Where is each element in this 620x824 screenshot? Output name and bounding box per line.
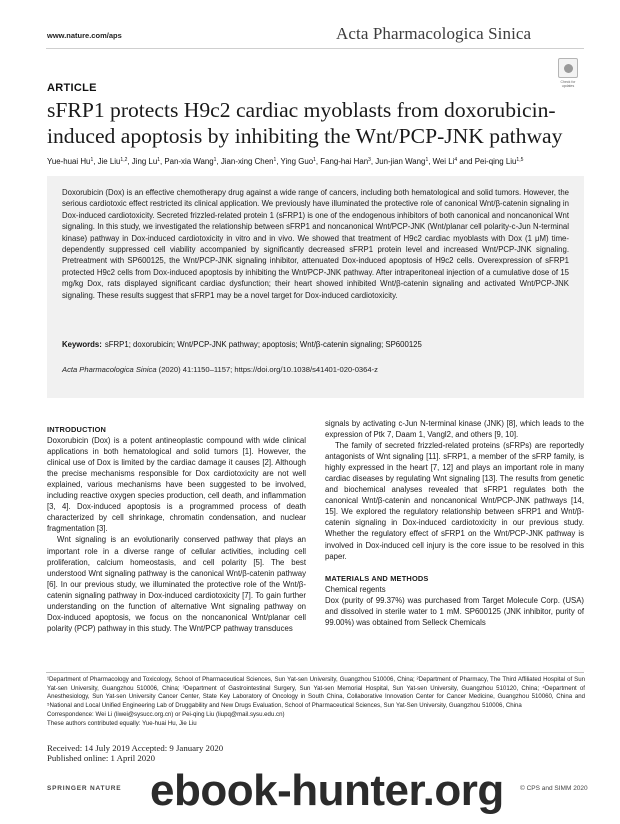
keywords [62,339,569,350]
author-name: Pei-qing Liu [474,157,517,166]
check-for-updates-badge[interactable] [555,58,581,90]
section-heading-introduction: INTRODUCTION [47,425,107,434]
affiliations-text: ¹Department of Pharmacology and Toxicology, School of Pharmaceutical Sciences, Sun Yat-sen University, Guangzhou 510006, China; ²Department of Pharmacy, The Third Affiliated Hospital of Sun Yat-sen University, Guangzhou 510006, China; ³Department of Gastrointestinal Surgery, Sun Yat-sen Memorial Hospital, Sun Yat-sen University, Guangzhou 510120, China; ⁴Department of Anesthesiology, Sun Yat-sen University Cancer Center, State Key Laboratory of Oncology in South China, Collaborative Innovation Center for Cancer Medicine, Guangzhou 510060, China and ⁵National and Local Unified Engineering Lab of Druggability and New Drugs Evaluation, School of Pharmaceutical Sciences, Sun Yat-Sen University, Guangzhou 510006, China [47,676,585,710]
paragraph: The family of secreted frizzled-related proteins (sFRPs) are reportedly antagonists of Wnt signaling [11]. sFRP1, a member of the sFRP family, is highly expressed in the heart [7, 12] and plays an important role in many cardiac diseases by regulating Wnt signaling [13]. The results from genetic and biochemical analyses revealed that sFRP1 regulates both the canonical Wnt/β-catenin and noncanonical Wnt/PCP-JNK pathways [14, 15]. We explored the regulatory relationship between sFRP1 and Wnt/β-catenin signaling in Dox-induced cardiotoxicity in our previous study. Whether the regulatory effect of sFRP1 on the Wnt/PCP-JNK pathway is involved in Dox-induced cell injury is the core issue to be resolved in this paper. [325,441,584,561]
watermark-text: ebook-hunter.org [150,766,504,815]
section-heading-methods: MATERIALS AND METHODS [325,573,429,583]
check-updates-label: Check for updates [560,80,576,88]
author-affiliation-mark: 1 [313,157,316,163]
author-affiliation-mark: 1 [90,157,94,163]
affiliations-footnote [47,676,585,728]
author-affiliation-mark: 4 [454,157,458,163]
keywords-label: Keywords: [62,340,102,349]
citation-journal: Acta Pharmacologica Sinica [62,365,157,374]
paragraph: Wnt signaling is an evolutionarily conserved pathway that plays an important role in a diverse range of cellular activities, including cell proliferation, calcium homeostasis, and cell polarity [5]. The best understood Wnt signaling pathway is the canonical Wnt/β-catenin pathway [6]. In our previous study, we illuminated the protective role of the Wnt/β-catenin signaling pathway in Dox-induced cardiotoxicity [7]. To gain further understanding on the function of alternative Wnt signaling pathway on Dox-induced apoptosis, we focus on the noncanonical Wnt/planar cell polarity (PCP) pathway in this study. The Wnt/PCP pathway transduces [47,535,306,633]
author-name: Fang-hai Han [320,157,369,166]
publisher-logo: SPRINGER NATURE [47,785,122,792]
body-column-left [47,424,306,634]
subsection-heading-chemicals: Chemical regents [325,584,386,594]
paragraph: Doxorubicin (Dox) is a potent antineoplastic compound with wide clinical applications in both hematological and solid tumors [1]. However, the clinical use of Dox is limited by the cardiac damage it causes [2]. Although the precise mechanisms responsible for Dox cardiotoxicity are not well explained, various mechanisms have been suggested to be involved, including reactive oxygen species production, cell death, and inflammation [3, 4]. Dox-induced apoptosis is a programmed process of death characterized by cell shrinkage, chromatin condensation, and nuclear fragmentation [3]. [47,436,306,534]
author-affiliation-mark: 1 [425,157,429,163]
author-name: Pan-xia Wang [164,157,214,166]
author-name: Yue-huai Hu [47,157,91,166]
author-list: Yue-huai Hu$^1$, Jie Liu$^{1,2}$, Jing Lu$^1$, Pan-xia Wang$^1$, Jian-xing Chen$^1$, Ying Guo$^1$, Fang-hai Han$^3$, Jun-jian Wang$^1$, Wei Li$^4$ and Pei-qing Liu$^{1,5}$ [47,157,524,166]
author-name: Jie Liu [97,157,121,166]
author-affiliation-mark: 1,2 [120,157,128,163]
author-affiliation-mark: 1 [213,157,217,163]
keywords-list: sFRP1; doxorubicin; Wnt/PCP-JNK pathway; apoptosis; Wnt/β-catenin signaling; SP600125 [104,340,422,349]
citation-doi[interactable]: (2020) 41:1150–1157; https://doi.org/10.1038/s41401-020-0364-z [156,365,378,374]
equal-contribution-note: These authors contributed equally: Yue-huai Hu, Jie Liu [47,719,197,727]
author-name: Jian-xing Chen [220,157,274,166]
author-affiliation-mark: 3 [368,157,371,163]
author-affiliation-mark: 1 [273,157,277,163]
journal-title: Acta Pharmacologica Sinica [336,24,532,43]
copyright-notice: © CPS and SIMM 2020 [520,785,588,792]
abstract-text: Doxorubicin (Dox) is an effective chemotherapy drug against a wide range of cancers, including both hematological and solid tumors. However, the serious cardiotoxic effect restricted its clinical application. We previously have illuminated the protective role of canonical Wnt/β-catenin signaling in Dox-induced cardiotoxicity. Secreted frizzled-related protein 1 (sFRP1) is one of the endogenous inhibitors of both canonical and noncanonical Wnt signaling. In this study, we investigated the relationship between sFRP1 and noncanonical Wnt/PCP-JNK (Wnt/planar cell polarity-c-Jun N-terminal kinase) pathway in Dox-induced cardiotoxicity in vitro and in vivo. We showed that treatment of H9c2 cardiac myoblasts with Dox (1 μM) time-dependently suppressed cell viability accompanied by significantly decreased sFRP1 protein level and increased Wnt/PCP-JNK signaling. Pretreatment with SP600125, the Wnt/PCP-JNK signaling inhibitor, attenuated Dox-induced apoptosis of H9c2 cells. Overexpression of sFRP1 protected H9c2 cells from Dox-induced apoptosis by inhibiting the Wnt/PCP-JNK pathway. After intraperitoneal injection of a cumulative dose of 15 mg/kg Dox, rats displayed significant cardiac dysfunction; their heart showed inhibited Wnt/β-catenin signaling and activated Wnt/PCP-JNK signaling. These results suggest that sFRP1 may be a novel target for Dox-induced cardiotoxicity. [62,188,569,300]
header-divider [46,48,584,49]
footnote-divider [46,672,584,673]
author-name: Jun-jian Wang [375,157,426,166]
update-icon [558,58,578,78]
paragraph: Dox (purity of 99.37%) was purchased from Target Molecule Corp. (USA) and dissolved in sterile water to 1 mM. SP600125 (JNK inhibitor, purity of 99.00%) was obtained from Selleck Chemicals [325,595,584,627]
author-name: Wei Li [432,157,455,166]
article-type-label: ARTICLE [47,82,97,94]
author-name: Jing Lu [131,157,158,166]
author-name: Ying Guo [280,157,314,166]
author-affiliation-mark: 1 [157,157,160,163]
correspondence: Correspondence: Wei Li (liwei@sysucc.org.cn) or Pei-qing Liu (liupq@mail.sysu.edu.cn) [47,710,285,718]
body-column-right [325,418,584,628]
received-dates: Received: 14 July 2019 Accepted: 9 January 2020 [47,743,224,753]
author-affiliation-mark: 1,5 [516,157,524,163]
site-url[interactable]: www.nature.com/aps [47,31,122,40]
citation-line [62,364,569,375]
published-date: Published online: 1 April 2020 [47,753,156,763]
paper-title: sFRP1 protects H9c2 cardiac myoblasts from doxorubicin-induced apoptosis by inhibiting the Wnt/PCP-JNK pathway [47,98,563,148]
paragraph: signals by activating c-Jun N-terminal kinase (JNK) [8], which leads to the expression of Ptk 7, Daam 1, Vangl2, and others [9, 10]. [325,419,584,440]
